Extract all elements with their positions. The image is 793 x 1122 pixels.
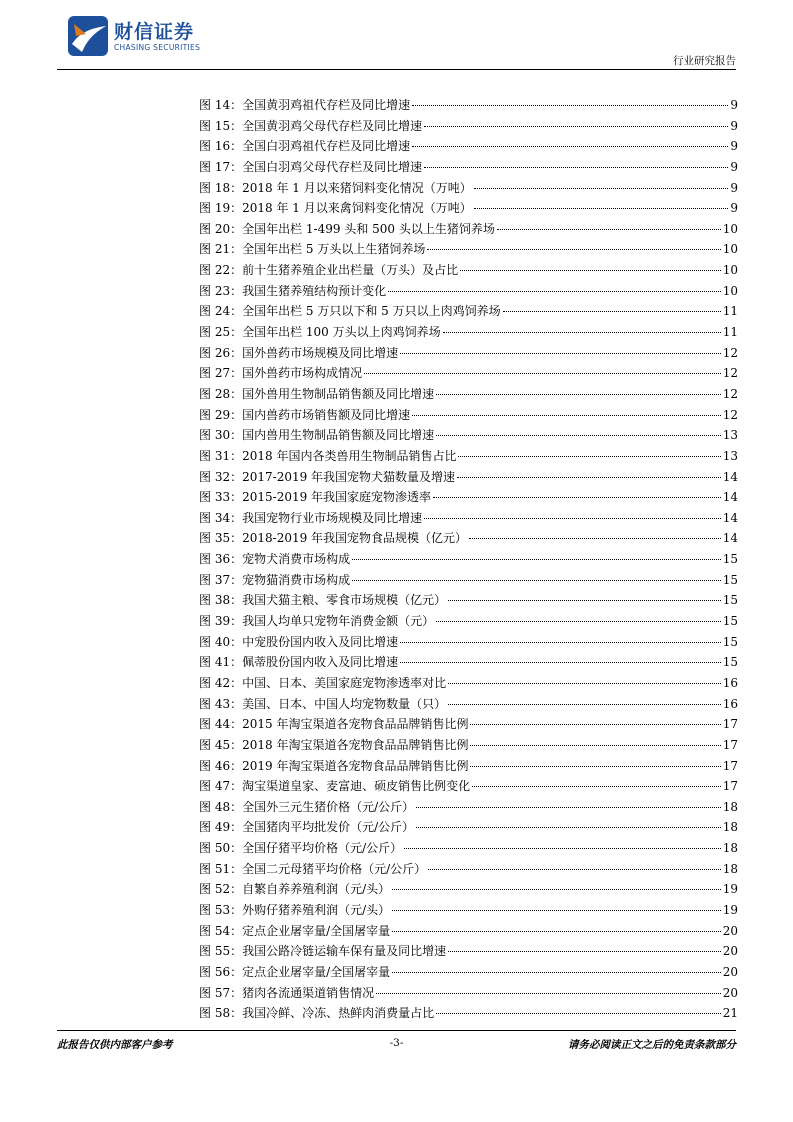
toc-dot-leader: [469, 538, 721, 539]
toc-entry-label: 图 14：: [199, 98, 243, 112]
toc-entry-title: 2015 年淘宝渠道各宠物食品品牌销售比例: [242, 717, 469, 732]
toc-entry-title: 宠物猫消费市场构成: [242, 572, 351, 587]
toc-entry[interactable]: [199, 798, 738, 819]
company-logo: [66, 14, 206, 60]
toc-entry[interactable]: [199, 674, 738, 695]
toc-entry[interactable]: [199, 695, 738, 716]
toc-entry-page: 13: [722, 428, 738, 443]
toc-entry-page: 18: [722, 820, 738, 835]
toc-entry-label: 图 49：: [199, 820, 243, 835]
toc-entry-title: 国内兽药市场销售额及同比增速: [242, 407, 411, 422]
toc-dot-leader: [470, 724, 720, 725]
toc-dot-leader: [474, 208, 729, 209]
toc-entry-page: 20: [722, 964, 738, 979]
toc-entry-label: 图 17：: [199, 159, 243, 174]
toc-entry-page: 9: [730, 201, 738, 216]
toc-entry-label: 图 28：: [199, 386, 243, 401]
toc-entry-label: 图 56：: [199, 964, 243, 979]
toc-entry-page: 20: [722, 985, 738, 1000]
toc-entry-title: 我国公路冷链运输车保有量及同比增速: [242, 944, 447, 959]
toc-entry[interactable]: [199, 406, 738, 427]
footer-disclaimer-left: 此报告仅供内部客户参考: [57, 1039, 173, 1051]
toc-dot-leader: [443, 332, 721, 333]
toc-dot-leader: [412, 105, 728, 106]
toc-entry-title: 定点企业屠宰量/全国屠宰量: [242, 964, 391, 979]
toc-dot-leader: [424, 126, 728, 127]
toc-entry[interactable]: [199, 984, 738, 1005]
toc-entry[interactable]: [199, 509, 738, 530]
toc-entry-page: 12: [722, 345, 738, 360]
toc-entry-label: 图 30：: [199, 428, 243, 443]
toc-entry[interactable]: [199, 963, 738, 984]
toc-entry-title: 全国年出栏 5 万头以上生猪饲养场: [242, 242, 426, 257]
toc-entry-title: 全国年出栏 1-499 头和 500 头以上生猪饲养场: [242, 221, 495, 236]
toc-entry-title: 自繁自养养殖利润（元/头）: [242, 882, 391, 897]
toc-entry-label: 图 26：: [199, 345, 243, 360]
toc-entry[interactable]: [199, 364, 738, 385]
toc-entry-page: 10: [722, 242, 738, 257]
toc-dot-leader: [352, 559, 721, 560]
footer-disclaimer-right: 请务必阅读正文之后的免责条款部分: [568, 1039, 736, 1051]
toc-entry-title: 外购仔猪养殖利润（元/头）: [242, 902, 391, 917]
toc-entry[interactable]: [199, 1004, 738, 1025]
toc-entry-title: 2019 年淘宝渠道各宠物食品品牌销售比例: [242, 758, 469, 773]
toc-dot-leader: [424, 167, 728, 168]
toc-entry-title: 我国冷鲜、冷冻、热鲜肉消费量占比: [242, 1006, 435, 1021]
toc-entry-label: 图 16：: [199, 139, 243, 154]
toc-entry-title: 宠物犬消费市场构成: [242, 552, 351, 567]
toc-entry-page: 21: [722, 1006, 738, 1021]
toc-entry[interactable]: [199, 488, 738, 509]
toc-entry-page: 14: [722, 490, 738, 505]
toc-entry-label: 图 43：: [199, 696, 243, 711]
toc-entry-page: 17: [722, 717, 738, 732]
toc-entry-label: 图 52：: [199, 882, 243, 897]
toc-dot-leader: [448, 704, 721, 705]
toc-entry-title: 我国犬猫主粮、零食市场规模（亿元）: [242, 593, 447, 608]
toc-entry-page: 14: [722, 531, 738, 546]
toc-entry-label: 图 33：: [199, 490, 243, 505]
toc-dot-leader: [458, 456, 720, 457]
toc-dot-leader: [412, 415, 721, 416]
toc-entry[interactable]: [199, 901, 738, 922]
toc-entry-page: 15: [722, 614, 738, 629]
toc-entry[interactable]: [199, 426, 738, 447]
toc-entry-title: 美国、日本、中国人均宠物数量（只）: [242, 696, 447, 711]
toc-dot-leader: [352, 580, 721, 581]
toc-entry-page: 16: [722, 675, 738, 690]
toc-dot-leader: [436, 1013, 721, 1014]
toc-entry[interactable]: [199, 261, 738, 282]
toc-dot-leader: [400, 642, 721, 643]
toc-entry[interactable]: [199, 715, 738, 736]
toc-entry[interactable]: [199, 385, 738, 406]
toc-entry-page: 18: [722, 841, 738, 856]
toc-dot-leader: [404, 848, 721, 849]
toc-entry[interactable]: [199, 220, 738, 241]
toc-entry-label: 图 34：: [199, 510, 243, 525]
toc-entry-title: 全国黄羽鸡祖代存栏及同比增速: [242, 98, 411, 112]
toc-entry[interactable]: [199, 179, 738, 200]
toc-entry[interactable]: [199, 158, 738, 179]
toc-entry[interactable]: [199, 839, 738, 860]
toc-entry[interactable]: [199, 736, 738, 757]
toc-entry[interactable]: [199, 633, 738, 654]
toc-entry-label: 图 51：: [199, 861, 243, 876]
toc-entry-label: 图 45：: [199, 737, 243, 752]
toc-entry-title: 全国外三元生猪价格（元/公斤）: [242, 799, 415, 814]
toc-entry-page: 15: [722, 593, 738, 608]
toc-entry-page: 10: [722, 283, 738, 298]
toc-dot-leader: [503, 311, 721, 312]
toc-entry-label: 图 21：: [199, 242, 243, 257]
toc-dot-leader: [474, 188, 729, 189]
toc-entry-page: 15: [722, 572, 738, 587]
toc-entry-page: 15: [722, 634, 738, 649]
toc-entry-title: 全国白羽鸡父母代存栏及同比增速: [242, 159, 423, 174]
toc-entry-title: 2018 年淘宝渠道各宠物食品品牌销售比例: [242, 737, 469, 752]
toc-dot-leader: [416, 827, 721, 828]
toc-entry-title: 我国宠物行业市场规模及同比增速: [242, 510, 423, 525]
toc-dot-leader: [392, 910, 721, 911]
toc-entry-label: 图 29：: [199, 407, 243, 422]
toc-entry-title: 淘宝渠道皇家、麦富迪、硕皮销售比例变化: [242, 779, 471, 794]
toc-entry-page: 9: [730, 98, 738, 112]
toc-entry-title: 2018 年 1 月以来猪饲料变化情况（万吨）: [242, 180, 472, 195]
toc-entry[interactable]: [199, 199, 738, 220]
toc-entry-title: 2018-2019 年我国宠物食品规模（亿元）: [242, 531, 468, 546]
toc-entry-label: 图 53：: [199, 902, 243, 917]
logo-name-cn: 财信证券: [114, 21, 195, 43]
toc-entry-page: 9: [730, 139, 738, 154]
toc-entry-label: 图 22：: [199, 263, 243, 278]
chasing-securities-logo-icon: [66, 14, 110, 58]
toc-entry[interactable]: [199, 922, 738, 943]
toc-entry-title: 定点企业屠宰量/全国屠宰量: [242, 923, 391, 938]
toc-entry-label: 图 55：: [199, 944, 243, 959]
toc-entry-label: 图 50：: [199, 841, 243, 856]
toc-entry[interactable]: [199, 137, 738, 158]
toc-entry-page: 14: [722, 469, 738, 484]
toc-entry[interactable]: [199, 757, 738, 778]
toc-dot-leader: [472, 786, 721, 787]
page-number: -3-: [389, 1037, 404, 1049]
toc-entry-title: 国外兽用生物制品销售额及同比增速: [242, 386, 435, 401]
toc-dot-leader: [392, 931, 721, 932]
toc-entry-title: 国内兽用生物制品销售额及同比增速: [242, 428, 435, 443]
toc-entry-page: 12: [722, 386, 738, 401]
toc-entry-page: 12: [722, 366, 738, 381]
toc-dot-leader: [428, 869, 721, 870]
toc-entry-page: 20: [722, 923, 738, 938]
toc-dot-leader: [436, 435, 721, 436]
header-divider: [57, 69, 736, 70]
toc-entry-label: 图 44：: [199, 717, 243, 732]
toc-entry-label: 图 39：: [199, 614, 243, 629]
toc-entry-label: 图 58：: [199, 1006, 243, 1021]
toc-entry-title: 2015-2019 年我国家庭宠物渗透率: [242, 490, 432, 505]
toc-entry[interactable]: [199, 529, 738, 550]
toc-entry-label: 图 15：: [199, 118, 243, 133]
toc-entry-label: 图 36：: [199, 552, 243, 567]
toc-entry-label: 图 35：: [199, 531, 243, 546]
toc-entry[interactable]: [199, 323, 738, 344]
toc-entry-page: 10: [722, 221, 738, 236]
toc-entry-page: 17: [722, 758, 738, 773]
toc-entry[interactable]: [199, 282, 738, 303]
toc-dot-leader: [448, 683, 721, 684]
toc-dot-leader: [392, 889, 721, 890]
toc-dot-leader: [497, 229, 721, 230]
toc-dot-leader: [392, 972, 721, 973]
toc-entry-label: 图 24：: [199, 304, 243, 319]
toc-entry[interactable]: [199, 612, 738, 633]
toc-entry-label: 图 37：: [199, 572, 243, 587]
toc-entry-label: 图 19：: [199, 201, 243, 216]
toc-entry-label: 图 32：: [199, 469, 243, 484]
toc-entry[interactable]: [199, 880, 738, 901]
toc-entry-title: 我国人均单只宠物年消费金额（元）: [242, 614, 435, 629]
toc-entry-page: 17: [722, 779, 738, 794]
toc-entry-label: 图 46：: [199, 758, 243, 773]
toc-entry-page: 19: [722, 902, 738, 917]
toc-entry-title: 全国年出栏 100 万头以上肉鸡饲养场: [242, 325, 441, 340]
toc-entry-label: 图 23：: [199, 283, 243, 298]
toc-dot-leader: [388, 291, 721, 292]
toc-entry-label: 图 48：: [199, 799, 243, 814]
toc-entry-label: 图 18：: [199, 180, 243, 195]
toc-entry-title: 猪肉各流通渠道销售情况: [242, 985, 375, 1000]
toc-entry-page: 11: [722, 325, 738, 340]
toc-entry-page: 13: [722, 448, 738, 463]
toc-dot-leader: [436, 394, 721, 395]
toc-entry-page: 10: [722, 263, 738, 278]
toc-entry-label: 图 57：: [199, 985, 243, 1000]
toc-entry[interactable]: [199, 860, 738, 881]
toc-entry-page: 11: [722, 304, 738, 319]
toc-dot-leader: [364, 373, 721, 374]
toc-entry-title: 全国白羽鸡祖代存栏及同比增速: [242, 139, 411, 154]
toc-dot-leader: [424, 518, 721, 519]
toc-entry[interactable]: [199, 591, 738, 612]
toc-entry-title: 全国仔猪平均价格（元/公斤）: [242, 841, 403, 856]
toc-entry-label: 图 25：: [199, 325, 243, 340]
figure-table-of-contents: [199, 96, 738, 1025]
toc-entry[interactable]: [199, 117, 738, 138]
toc-dot-leader: [470, 745, 720, 746]
toc-entry[interactable]: [199, 344, 738, 365]
toc-entry-page: 18: [722, 861, 738, 876]
toc-entry[interactable]: [199, 447, 738, 468]
toc-entry-page: 15: [722, 655, 738, 670]
toc-entry-title: 2018 年 1 月以来禽饲料变化情况（万吨）: [242, 201, 472, 216]
toc-entry-label: 图 20：: [199, 221, 243, 236]
toc-entry-page: 15: [722, 552, 738, 567]
toc-entry[interactable]: [199, 818, 738, 839]
toc-dot-leader: [460, 270, 721, 271]
toc-entry-page: 14: [722, 510, 738, 525]
toc-entry-label: 图 27：: [199, 366, 243, 381]
toc-entry-label: 图 42：: [199, 675, 243, 690]
toc-dot-leader: [416, 807, 721, 808]
toc-entry[interactable]: [199, 942, 738, 963]
toc-entry-title: 国外兽药市场构成情况: [242, 366, 363, 381]
toc-entry-title: 全国黄羽鸡父母代存栏及同比增速: [242, 118, 423, 133]
toc-entry[interactable]: [199, 240, 738, 261]
toc-entry-page: 16: [722, 696, 738, 711]
toc-entry-page: 9: [730, 180, 738, 195]
toc-dot-leader: [400, 662, 721, 663]
toc-entry-page: 17: [722, 737, 738, 752]
toc-entry-label: 图 54：: [199, 923, 243, 938]
toc-entry-title: 前十生猪养殖企业出栏量（万头）及占比: [242, 263, 459, 278]
toc-entry-title: 中宠股份国内收入及同比增速: [242, 634, 399, 649]
toc-dot-leader: [448, 600, 721, 601]
toc-entry-label: 图 47：: [199, 779, 243, 794]
toc-dot-leader: [470, 766, 720, 767]
toc-dot-leader: [412, 146, 728, 147]
toc-dot-leader: [457, 477, 721, 478]
toc-entry-title: 2017-2019 年我国宠物犬猫数量及增速: [242, 469, 456, 484]
toc-entry-title: 2018 年国内各类兽用生物制品销售占比: [242, 448, 457, 463]
toc-entry-label: 图 40：: [199, 634, 243, 649]
toc-entry-label: 图 31：: [199, 448, 243, 463]
toc-entry[interactable]: [199, 571, 738, 592]
toc-entry[interactable]: [199, 302, 738, 323]
toc-entry[interactable]: [199, 777, 738, 798]
toc-entry-title: 中国、日本、美国家庭宠物渗透率对比: [242, 675, 447, 690]
toc-dot-leader: [427, 249, 720, 250]
toc-entry[interactable]: [199, 96, 738, 117]
toc-entry-title: 国外兽药市场规模及同比增速: [242, 345, 399, 360]
footer-divider: [57, 1030, 736, 1031]
toc-entry-title: 全国猪肉平均批发价（元/公斤）: [242, 820, 415, 835]
toc-entry-page: 18: [722, 799, 738, 814]
toc-entry-title: 我国生猪养殖结构预计变化: [242, 283, 387, 298]
toc-entry-page: 19: [722, 882, 738, 897]
toc-entry-page: 12: [722, 407, 738, 422]
toc-entry-label: 图 38：: [199, 593, 243, 608]
toc-entry-title: 全国年出栏 5 万只以下和 5 万只以上肉鸡饲养场: [242, 304, 501, 319]
toc-entry-page: 9: [730, 159, 738, 174]
toc-entry[interactable]: [199, 550, 738, 571]
toc-dot-leader: [433, 497, 721, 498]
toc-entry-label: 图 41：: [199, 655, 243, 670]
toc-entry-page: 20: [722, 944, 738, 959]
toc-dot-leader: [376, 993, 721, 994]
toc-entry[interactable]: [199, 468, 738, 489]
report-type: 行业研究报告: [673, 55, 736, 67]
toc-entry-page: 9: [730, 118, 738, 133]
toc-dot-leader: [436, 621, 721, 622]
logo-name-en: CHASING SECURITIES: [114, 43, 201, 52]
toc-entry-title: 佩蒂股份国内收入及同比增速: [242, 655, 399, 670]
toc-entry[interactable]: [199, 653, 738, 674]
toc-entry-title: 全国二元母猪平均价格（元/公斤）: [242, 861, 427, 876]
toc-dot-leader: [400, 353, 721, 354]
toc-dot-leader: [448, 951, 721, 952]
